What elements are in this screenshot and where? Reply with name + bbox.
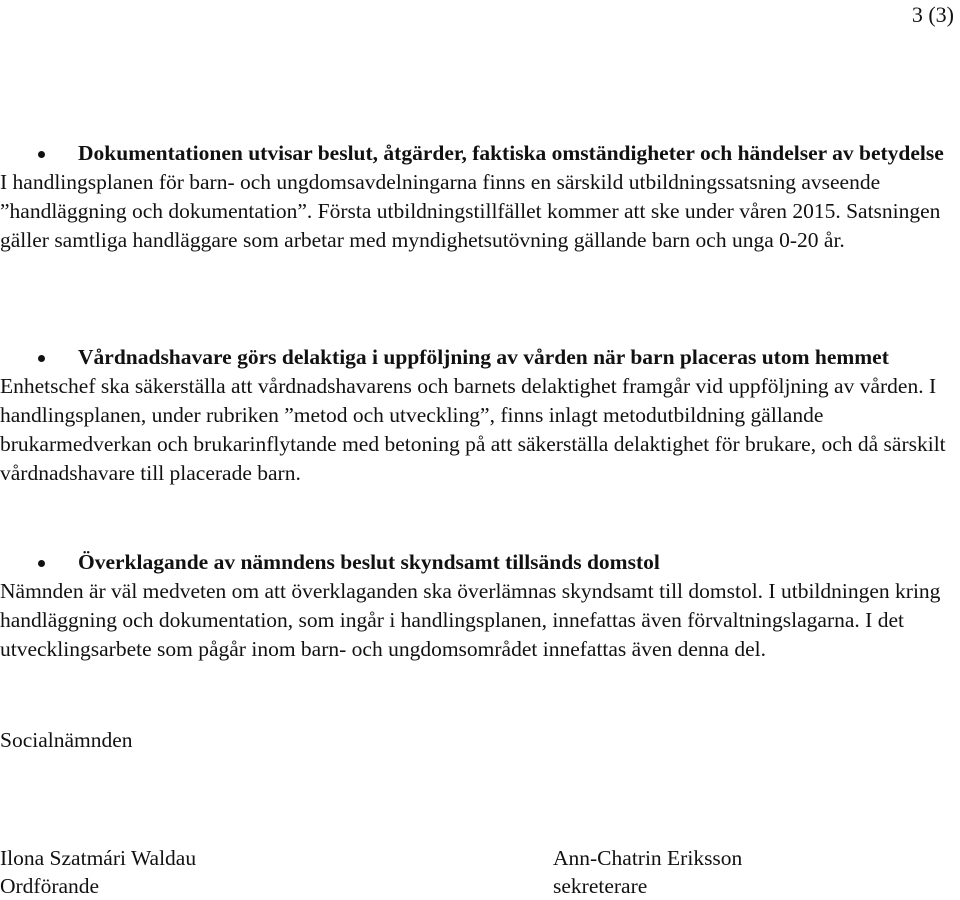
- section-body: Nämnden är väl medveten om att överklaganden ska överlämnas skyndsamt till domstol. I utbildningen kring handläggning och dokumentation, som ingår i handlingsplanen, innefattas även förvaltningslagarna. I det utvecklingsarbete som pågår inom barn- och ungdomsområdet innefattas även denna del.: [0, 579, 941, 661]
- bullet-icon: [38, 355, 45, 362]
- section-body: Enhetschef ska säkerställa att vårdnadshavarens och barnets delaktighet framgår vid uppföljning av vården. I handlingsplanen, under rubriken ”metod och utveckling”, finns inlagt metodutbildning gällande brukarmedverkan och brukarinflytande med betoning på att säkerställa delaktighet för brukare, och då särskilt vårdnadshavare till placerade barn.: [0, 374, 946, 485]
- section-documentation: [0, 138, 958, 255]
- signature-organization: Socialnämnden: [0, 728, 133, 752]
- signer-title: sekreterare: [553, 874, 648, 898]
- bullet-icon: [38, 151, 45, 158]
- signer-chair: [0, 844, 196, 900]
- section-heading-text: Vårdnadshavare görs delaktiga i uppföljning av vården när barn placeras utom hemmet: [78, 345, 889, 369]
- section-appeals: [0, 547, 958, 664]
- section-guardians: [0, 342, 958, 488]
- section-body: I handlingsplanen för barn- och ungdomsavdelningarna finns en särskild utbildningssatsning avseende ”handläggning och dokumentation”. Första utbildningstillfället kommer att ske under våren 2015. Satsningen gäller samtliga handläggare som arbetar med myndighetsutövning gällande barn och unga 0-20 år.: [0, 170, 941, 252]
- section-heading-text: Dokumentationen utvisar beslut, åtgärder, faktiska omständigheter och händelser av betydelse: [78, 141, 944, 165]
- signer-name: Ann-Chatrin Eriksson: [553, 846, 743, 870]
- section-heading: [0, 342, 958, 372]
- section-heading: [0, 547, 958, 577]
- bullet-icon: [38, 560, 45, 567]
- section-heading-text: Överklagande av nämndens beslut skyndsamt tillsänds domstol: [78, 550, 660, 574]
- section-heading: [0, 138, 958, 168]
- page-number: 3 (3): [911, 2, 954, 27]
- signer-name: Ilona Szatmári Waldau: [0, 846, 197, 870]
- signer-secretary: [553, 844, 742, 900]
- signer-title: Ordförande: [0, 874, 100, 898]
